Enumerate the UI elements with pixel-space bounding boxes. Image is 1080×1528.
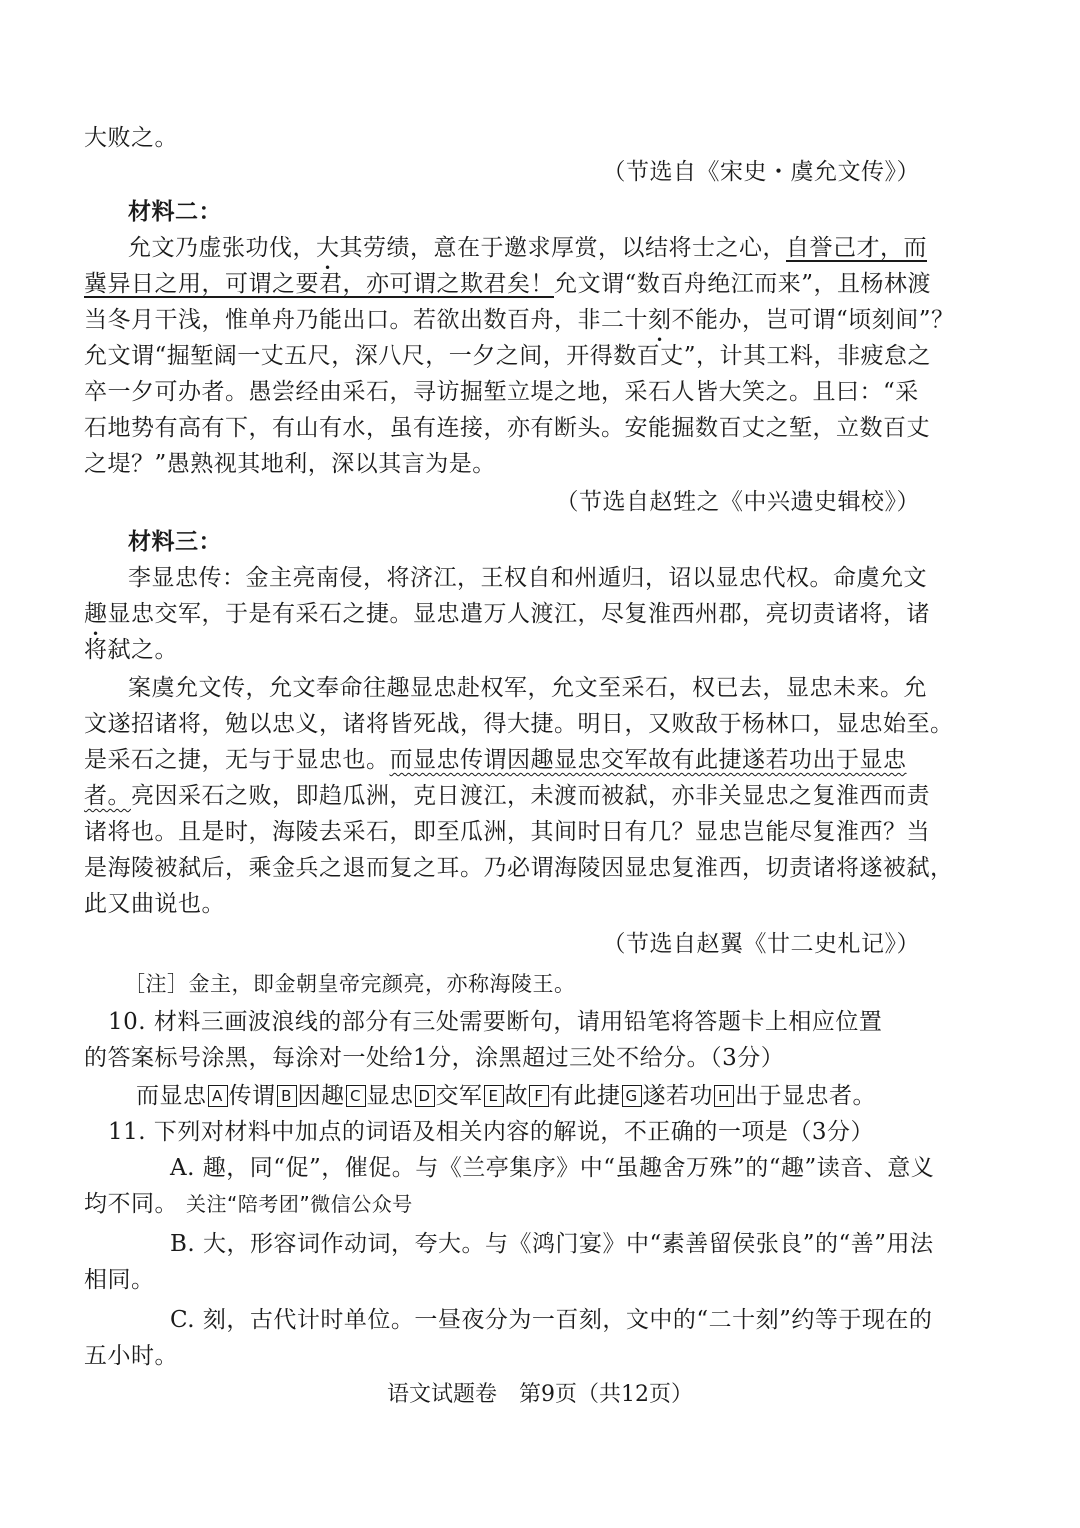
watermark-text: 关注“陪考团”微信公众号 [186,1192,413,1216]
text-line: 允文谓“掘堑阔一丈五尺，深八尺，一夕之间，开得数百丈”，计其工料，非疲怠之 [84,343,932,369]
option-b-cont: 相同。 [84,1267,155,1293]
question-11: 11. 下列对材料中加点的词语及相关内容的解说，不正确的一项是（3分） [108,1119,875,1145]
wavy-underlined-sentence: 者。 [84,783,131,809]
answer-box-f[interactable]: F [529,1085,549,1107]
text-line: 文遂招诸将，勉以忠义，诸将皆死战，得大捷。明日，又败敌于杨林口，显忠始至。 [84,711,954,737]
answer-segment: 显忠 [366,1083,414,1109]
answer-box-a[interactable]: A [208,1085,228,1107]
answer-segment: 遂若功 [642,1083,713,1109]
answer-segment: 传谓 [228,1083,276,1109]
text-line: 之堤？”愚熟视其地利，深以其言为是。 [84,451,496,477]
answer-box-d[interactable]: D [415,1085,435,1107]
text-line: 案虞允文传，允文奉命往趣显忠赴权军，允文至采石，权已去，显忠未来。允 [128,675,927,701]
text-span: 是采石之捷，无与于显忠也。 [84,747,390,773]
text-span: 其劳绩，意在于邀求厚赏，以结将士之心， [339,235,786,261]
text-line: 石地势有高有下，有山有水，虽有连接，亦有断头。安能掘数百丈之堑，立数百丈 [84,415,930,441]
underlined-sentence: 自誉己才，而 [786,235,927,261]
section-heading: 材料二： [128,198,222,225]
text-span: 均不同。 [84,1191,178,1217]
text-line: 大败之。 [84,125,178,151]
text-span: 亮因采石之败，即趋瓜洲，克日渡江，未渡而被弑，亦非关显忠之复淮西而责 [131,783,930,809]
text-line: 是海陵被弑后，乘金兵之退而复之耳。乃必谓海陵因显忠复淮西，切责诸将遂被弑， [84,855,954,881]
text-line: 诸将也。且是时，海陵去采石，即至瓜洲，其间时日有几？显忠岂能尽复淮西？当 [84,819,930,845]
page-footer: 语文试题卷 第9页（共12页） [387,1382,693,1407]
underlined-sentence: 冀异日之用，可谓之要君，亦可谓之欺君矣！ [84,271,554,297]
wavy-underlined-sentence: 而显忠传谓因趣显忠交军故有此捷遂若功出于显忠 [389,747,907,773]
answer-box-c[interactable]: C [346,1085,366,1107]
answer-box-e[interactable]: E [484,1085,504,1107]
answer-segment: 故 [504,1083,528,1109]
dotted-word: 大 [316,235,340,261]
answer-box-b[interactable]: B [277,1085,297,1107]
text-line [84,744,920,776]
text-span: 允文谓“数百舟绝江而来”，且杨林渡 [554,271,932,297]
text-span: 允文乃虚张功伐， [128,235,316,261]
source-citation: （节选自赵甡之《中兴遗史辑校》） [555,489,920,515]
answer-segment: 因趣 [297,1083,345,1109]
answer-segment: 出于显忠者。 [735,1083,876,1109]
text-span: 不能办，岂可谓“顷刻间”？ [671,307,955,333]
source-citation: （节选自《宋史・虞允文传》） [602,159,920,185]
text-span: 显忠交军，于是有采石之捷。显忠遣万人渡江，尽复淮西州郡，亮切责诸将，诸 [107,601,930,627]
answer-box-g[interactable]: G [622,1085,642,1107]
text-line: 此又曲说也。 [84,891,225,917]
answer-segment: 而显忠 [136,1083,207,1109]
text-line: 卒一夕可办者。愚尝经由采石，寻访掘堑立堤之地，采石人皆大笑之。且曰：“采 [84,379,919,405]
answer-segment: 有此捷 [550,1083,621,1109]
footnote: ［注］金主，即金朝皇帝完颜亮，亦称海陵王。 [124,972,576,996]
option-c-cont: 五小时。 [84,1343,178,1369]
text-span: 当冬月干浅，惟单舟乃能出口。若欲出数百舟，非二十 [84,307,648,333]
option-b: B. 大，形容词作动词，夸大。与《鸿门宴》中“素善留侯张良”的“善”用法 [170,1231,934,1257]
question-10-cont: 的答案标号涂黑，每涂对一处给1分，涂黑超过三处不给分。（3分） [84,1045,785,1071]
answer-segment: 交军 [435,1083,483,1109]
question-10: 10. 材料三画波浪线的部分有三处需要断句，请用铅笔将答题卡上相应位置 [108,1009,883,1035]
text-line: 李显忠传：金主亮南侵，将济江，王权自和州遁归，诏以显忠代权。命虞允文 [128,565,927,591]
option-a: A. 趣，同“促”，催促。与《兰亭集序》中“虽趣舍万殊”的“趣”读音、意义 [170,1155,935,1181]
dotted-word: 趣 [84,601,108,627]
text-line [84,268,932,300]
option-c: C. 刻，古代计时单位。一昼夜分为一百刻，文中的“二十刻”约等于现在的 [170,1307,933,1333]
source-citation: （节选自赵翼《廿二史札记》） [602,931,920,957]
section-heading: 材料三： [128,528,222,555]
option-a-cont [84,1188,920,1220]
text-line [84,780,930,812]
answer-box-h[interactable]: H [714,1085,734,1107]
dotted-word: 刻 [648,307,672,333]
text-line: 将弑之。 [84,637,178,663]
answer-line [136,1080,920,1112]
